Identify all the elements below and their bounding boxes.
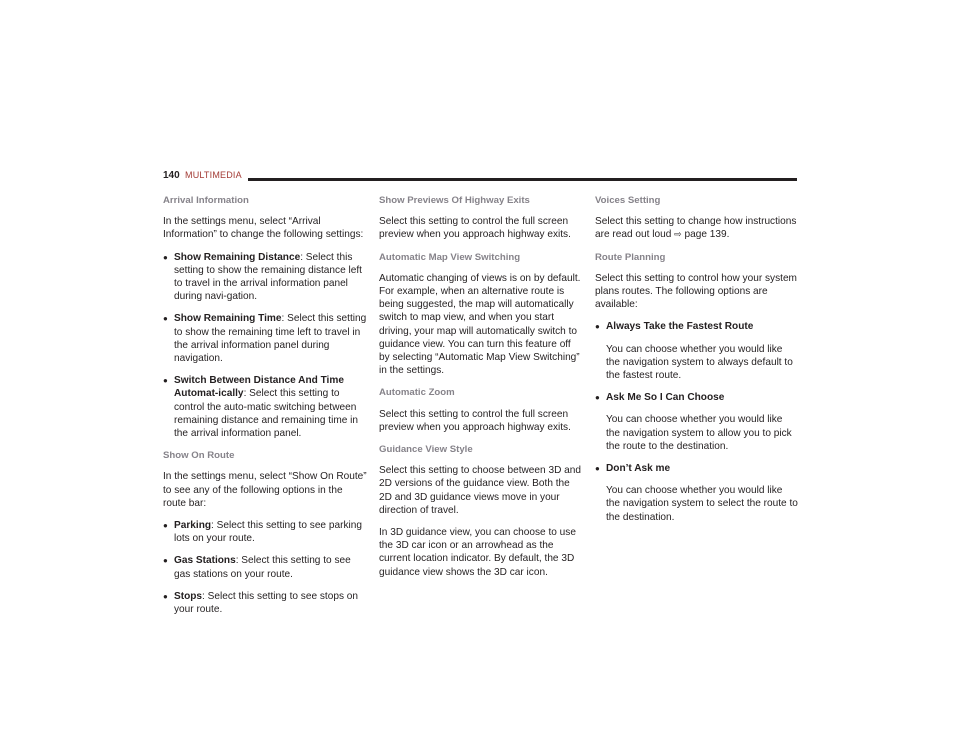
- list-item: [163, 312, 367, 365]
- list-item-label: Don’t Ask me: [606, 463, 671, 475]
- bullet-dot-icon: ●: [163, 314, 168, 324]
- list-item-text: : Select this setting to see gas stations on your route.: [174, 555, 351, 580]
- list-item: [595, 320, 799, 333]
- list-item: [163, 590, 367, 616]
- list-item-label: Gas Stations: [174, 555, 236, 567]
- paragraph-text: Select this setting to change how instructions are read out loud: [595, 216, 797, 241]
- list-item-label: Show Remaining Time: [174, 313, 282, 325]
- paragraph: Select this setting to control how your system plans routes. The following options are available:: [595, 272, 797, 311]
- list-item-text: : Select this setting to see parking lots on your route.: [174, 520, 362, 545]
- list-item: [163, 554, 367, 580]
- heading-guidance-view-style: Guidance View Style: [379, 444, 473, 456]
- column-left: [163, 194, 367, 625]
- list-item: [163, 519, 367, 545]
- paragraph: In the settings menu, select “Arrival Information” to change the following settings:: [163, 216, 364, 241]
- column-right: [595, 194, 799, 533]
- list-item-description: You can choose whether you would like the navigation system to always default to the fastest route.: [606, 343, 793, 382]
- column-middle: [379, 194, 583, 588]
- list-item-label: Stops: [174, 590, 203, 602]
- list-item-label: Switch Between Distance And Time Automat-ically: [174, 375, 344, 400]
- header-rule: [248, 178, 797, 181]
- list-item-text: : Select this setting to see stops on your route.: [174, 590, 359, 616]
- list-item: [163, 251, 367, 304]
- paragraph: Automatic changing of views is on by default. For example, when an alternative route is being suggested, the map will automatically switch to map view, and when you start driving, your map will automatically switch to guidance view. You can turn this feature off by selecting “Automatic Map View Switching” in the settings.: [379, 272, 581, 377]
- paragraph: In the settings menu, select “Show On Route” to see any of the following options in the route bar:: [163, 471, 367, 509]
- list-item-text: : Select this setting to show the remaining time left to travel in the arrival information panel during navigation.: [174, 313, 367, 365]
- bullet-dot-icon: ●: [163, 521, 168, 531]
- heading-map-view-switching: Automatic Map View Switching: [379, 251, 521, 263]
- section-title: MULTIMEDIA: [185, 170, 242, 180]
- heading-arrival-information: Arrival Information: [163, 195, 249, 206]
- arrow-right-icon: ⇨: [674, 229, 682, 240]
- list-item: [163, 374, 367, 440]
- list-item-description: You can choose whether you would like the navigation system to allow you to pick the route to the destination.: [606, 414, 792, 452]
- list-item-text: : Select this setting to show the remaining distance left to travel in the arrival information panel during navi-gation.: [174, 251, 362, 303]
- page-header: [163, 170, 797, 184]
- paragraph: Select this setting to choose between 3D and 2D versions of the guidance view. Both the 2D and 3D guidance views move in your direction of travel.: [379, 465, 582, 516]
- list-item: [595, 462, 799, 475]
- list-item: [595, 391, 799, 404]
- list-item-label: Always Take the Fastest Route: [606, 321, 754, 333]
- heading-voices-setting: Voices Setting: [595, 195, 661, 206]
- heading-show-on-route: Show On Route: [163, 450, 235, 462]
- bullet-dot-icon: ●: [595, 322, 600, 332]
- list-item-label: Ask Me So I Can Choose: [606, 392, 725, 404]
- list-item-label: Show Remaining Distance: [174, 251, 301, 263]
- paragraph: Select this setting to control the full screen preview when you approach highway exits.: [379, 408, 571, 433]
- paragraph: In 3D guidance view, you can choose to use the 3D car icon or an arrowhead as the current location indicator. By default, the 3D guidance view shows the 3D car icon.: [379, 527, 576, 578]
- bullet-dot-icon: ●: [163, 252, 168, 262]
- heading-automatic-zoom: Automatic Zoom: [379, 387, 455, 399]
- page-reference-link[interactable]: page 139.: [684, 229, 730, 241]
- bullet-dot-icon: ●: [595, 464, 600, 474]
- paragraph: [595, 215, 799, 241]
- list-item-description: You can choose whether you would like the navigation system to select the route to the destination.: [606, 485, 798, 523]
- heading-highway-exits: Show Previews Of Highway Exits: [379, 195, 530, 206]
- list-item-text: : Select this setting to control the auto-matic switching between remaining distance and remaining time in the arrival information panel.: [174, 388, 359, 440]
- heading-route-planning: Route Planning: [595, 251, 666, 263]
- paragraph: Select this setting to control the full screen preview when you approach highway exits.: [379, 216, 571, 241]
- bullet-dot-icon: ●: [163, 376, 168, 386]
- page-number: 140: [163, 170, 180, 181]
- list-item-label: Parking: [174, 520, 212, 532]
- bullet-dot-icon: ●: [595, 393, 600, 403]
- bullet-dot-icon: ●: [163, 556, 168, 566]
- bullet-dot-icon: ●: [163, 591, 168, 601]
